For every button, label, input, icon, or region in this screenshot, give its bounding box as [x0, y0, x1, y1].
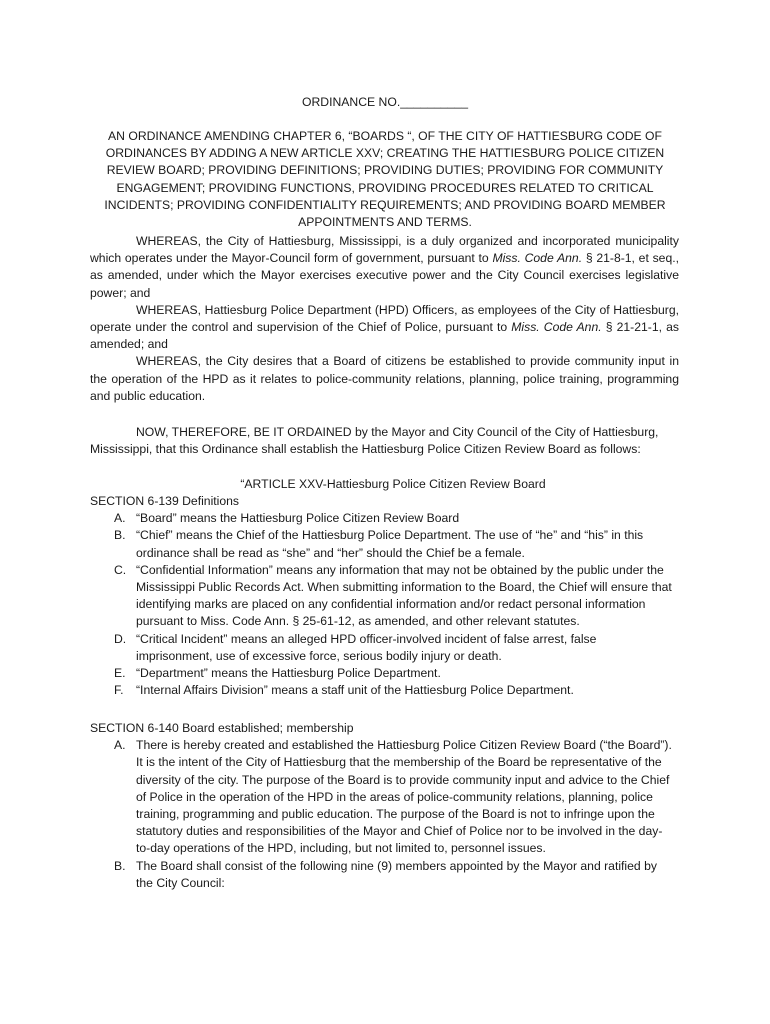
list-item: A. There is hereby created and established the Hattiesburg Police Citizen Review Board (“the Board”). It is the intent of the City of Hattiesburg that the membership of the Board be representative of the diversity of the city. The purpose of the Board is to provide community input and advice to the Chief of Police in the operation of the HPD in the areas of police-community relations, planning, police training, programming and public education. The purpose of the Board is not to infringe upon the statutory duties and responsibilities of the Mayor and Chief of Police nor to be involved in the day-to-day operations of the HPD, including, but not limited to, personnel issues.: [114, 738, 672, 856]
ordinance-title: ORDINANCE NO.__________: [302, 95, 468, 109]
list-item: E. “Department” means the Hattiesburg Police Department.: [114, 666, 441, 681]
section-heading: SECTION 6-140 Board established; membership: [90, 721, 354, 735]
list-item: F. “Internal Affairs Division” means a staff unit of the Hattiesburg Police Department.: [114, 683, 574, 698]
list-item: B. “Chief” means the Chief of the Hattiesburg Police Department. The use of “he” and “his” in this ordinance shall be read as “she” and “her” should the Chief be a female.: [114, 528, 644, 560]
section-6-139: [90, 493, 690, 699]
whereas-clause-1: WHEREAS, the City of Hattiesburg, Mississippi, is a duly organized and incorporated municipality which operates under the Mayor-Council form of government, pursuant to Miss. Code Ann. § 21-8-1, et seq., as amended, under which the Mayor exercises executive power and the City Council exercises legislative power; and: [90, 234, 679, 300]
list-item: B. The Board shall consist of the following nine (9) members appointed by the Mayor and ratified by the City Council:: [114, 858, 657, 890]
list-item: C. “Confidential Information” means any information that may not be obtained by the public under the Mississippi Public Records Act. When submitting information to the Board, the Chief will ensure that identifying marks are placed on any confidential information and/or redact personal information pursuant to Miss. Code Ann. § 25-61-12, as amended, and other relevant statutes.: [114, 562, 672, 629]
whereas-clause-2: WHEREAS, Hattiesburg Police Department (HPD) Officers, as employees of the City of Hattiesburg, operate under the control and supervision of the Chief of Police, pursuant to Miss. Code Ann. § 21-21-1, as amended; and: [90, 302, 679, 352]
section-6-140: [90, 720, 690, 892]
whereas-clauses: [90, 233, 679, 405]
whereas-clause-3: WHEREAS, the City desires that a Board of citizens be established to provide community input in the operation of the HPD as it relates to police-community relations, planning, police training, programming and public education.: [90, 354, 679, 403]
now-therefore-clause: NOW, THEREFORE, BE IT ORDAINED by the Mayor and City Council of the City of Hattiesburg, Mississippi, that this Ordinance shall establish the Hattiesburg Police Citizen Review Board as follows:: [90, 425, 659, 457]
list-item: D. “Critical Incident” means an alleged HPD officer-involved incident of false arrest, false imprisonment, use of excessive force, serious bodily injury or death.: [114, 631, 597, 663]
section-heading: SECTION 6-139 Definitions: [90, 494, 240, 508]
article-heading: “ARTICLE XXV-Hattiesburg Police Citizen Review Board: [240, 477, 546, 491]
list-item: A. “Board” means the Hattiesburg Police Citizen Review Board: [114, 511, 460, 526]
ordinance-caption: AN ORDINANCE AMENDING CHAPTER 6, “BOARDS “, OF THE CITY OF HATTIESBURG CODE OF ORDINANCES BY ADDING A NEW ARTICLE XXV; CREATING THE HATTIESBURG POLICE CITIZEN REVIEW BOARD; PROVIDING DEFINITIONS; PROVIDING DUTIES; PROVIDING FOR COMMUNITY ENGAGEMENT; PROVIDING FUNCTIONS, PROVIDING PROCEDURES RELATED TO CRITICAL INCIDENTS; PROVIDING CONFIDENTIALITY REQUIREMENTS; AND PROVIDING BOARD MEMBER APPOINTMENTS AND TERMS.: [104, 129, 666, 230]
